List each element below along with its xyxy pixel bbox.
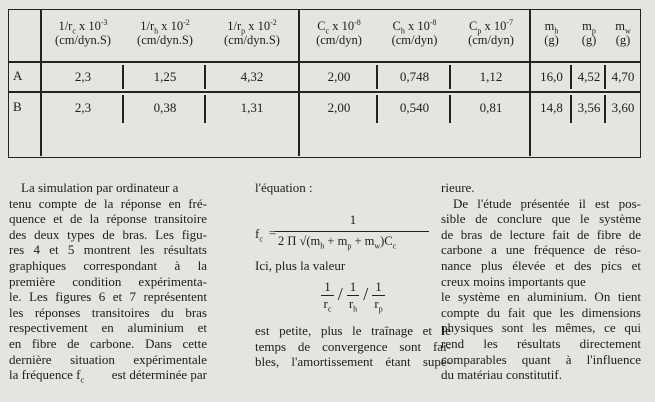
text-line: la fréquence $f_c$ est déterminée par [9, 367, 207, 385]
text-line: tenu compte de la réponse en fré- [9, 195, 207, 211]
right-text-column [441, 180, 641, 383]
left-text-column [9, 180, 207, 383]
table-cell: 16,0 [540, 69, 563, 84]
text-line: respectivement en aluminium et [9, 320, 207, 336]
text-line: est petite, plus le traînage et le [255, 323, 451, 339]
text-line: comparables quant à l'influence [441, 351, 641, 367]
text-line: sible de conclure que le système [441, 211, 641, 227]
ratio-slash: / [363, 284, 369, 305]
text-line: de bras de lecture fait de fibre de [441, 226, 641, 242]
table-cell: 4,70 [611, 69, 635, 84]
text-line: Ici, plus la valeur [255, 257, 346, 273]
ratio-fraction: $\frac{1}{r_h}$ [347, 279, 360, 311]
fraction-bar [275, 231, 429, 232]
row-divider [9, 91, 640, 93]
table-cell: 4,52 [577, 69, 601, 84]
table-cell: 1,31 [240, 100, 264, 115]
text-line: res 4 et 5 montrent les résultats [9, 242, 207, 258]
text-line: du matériau constitutif. [441, 367, 562, 383]
ratio-fraction: $\frac{1}{r_p}$ [372, 279, 385, 311]
table-cell: 2,00 [327, 100, 351, 115]
table-header-cell: $1/r_h$ x $10^{-2}$ (cm/dyn.S) [137, 17, 193, 47]
text-line: l'équation : [255, 180, 313, 195]
equation-sign: = [269, 224, 277, 240]
text-line: rieure. [441, 180, 475, 195]
equation-lhs: $f_c$ [255, 225, 263, 244]
table-header-cell: $1/r_c$ x $10^{-3}$ (cm/dyn.S) [55, 17, 111, 47]
text-line: en fibre de carbone. Dans cette [9, 335, 207, 351]
text-line: physiques sont les mêmes, ce qui [441, 320, 641, 336]
table-cell: 4,32 [240, 69, 264, 84]
table-header-cell: $m_w$ (g) [615, 19, 631, 47]
text-line: les réponses transitoires du bras [9, 304, 207, 320]
table-header-cell: $m_p$ (g) [581, 19, 597, 47]
table-cell: 0,748 [399, 69, 430, 84]
table-cell: 3,60 [611, 100, 635, 115]
text-line: le système en aluminium. On tient [441, 289, 641, 305]
table-cell: 2,3 [74, 69, 92, 84]
row-label: B [13, 99, 22, 114]
text-line: rend les résultats directement [441, 335, 641, 351]
middle-text-column [255, 180, 451, 370]
table-cell: 14,8 [540, 100, 563, 115]
row-label: A [13, 68, 23, 83]
table-cell: 0,38 [153, 100, 177, 115]
table-cell: 3,56 [577, 100, 601, 115]
text-line: des deux types de bras. Les figu- [9, 226, 207, 242]
table-cell: 0,540 [399, 100, 430, 115]
text-line: première condition expérimenta- [9, 273, 207, 289]
table-cell: 2,00 [327, 69, 351, 84]
text-line: dernière situation expérimentale [9, 351, 207, 367]
text-line: De l'étude présentée il est pos- [453, 195, 641, 211]
table-header-cell: $m_h$ (g) [544, 19, 559, 47]
text-line: creux moins importants que [441, 273, 586, 289]
text-line: compte du fait que les dimensions [441, 304, 641, 320]
text-line: La simulation par ordinateur a [21, 180, 179, 195]
parameter-table [8, 9, 641, 158]
table-header-cell: $C_p$ x $10^{-7}$ (cm/dyn) [468, 17, 514, 47]
ratio-fraction: $\frac{1}{r_c}$ [321, 279, 334, 311]
table-cell: 1,12 [479, 69, 503, 84]
text-line: bles, l'amortissement étant supé- [255, 354, 451, 370]
text-line: nance plus élevée et des pics et [441, 257, 641, 273]
text-line: quence et de la réponse transitoire [9, 211, 207, 227]
table-header-cell: $C_c$ x $10^{-8}$ (cm/dyn) [316, 17, 362, 47]
ratio-expression [255, 273, 451, 317]
ratio-slash: / [337, 284, 343, 305]
table-header-cell: $C_h$ x $10^{-8}$ (cm/dyn) [391, 17, 438, 47]
equation-numerator: 1 [349, 211, 357, 227]
table-cell: 0,81 [479, 100, 503, 115]
text-line: le. Les figures 6 et 7 représentent [9, 289, 207, 305]
table-cell: 1,25 [153, 69, 177, 84]
table-cell: 2,3 [74, 100, 92, 115]
frequency-equation [255, 196, 451, 258]
table-header-cell: $1/r_p$ x $10^{-2}$ (cm/dyn.S) [224, 17, 280, 47]
equation-denominator: 2 Π $√(m_h + m_p + m_w)C_c$ [278, 233, 397, 251]
text-line: temps de convergence sont fai- [255, 338, 451, 354]
text-line: carbone a une fréquence de réso- [441, 242, 641, 258]
header-divider [9, 61, 640, 63]
text-line: graphiques correspondant à la [9, 257, 207, 273]
